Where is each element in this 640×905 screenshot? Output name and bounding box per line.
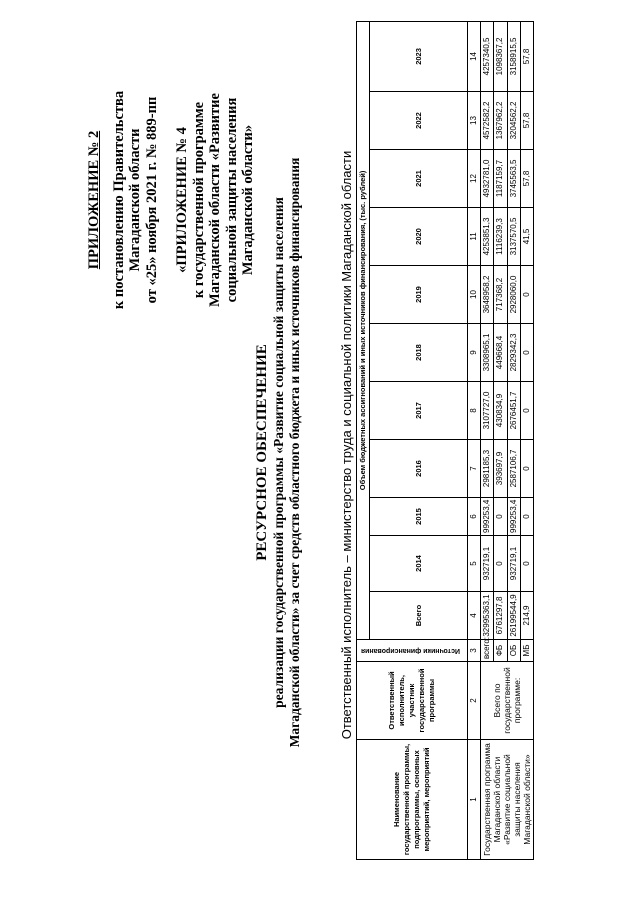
value-cell: 3204562,2 bbox=[507, 92, 520, 150]
value-cell: 0 bbox=[520, 266, 533, 324]
value-cell: 1098367,2 bbox=[494, 21, 507, 91]
value-cell: 4572582,2 bbox=[481, 92, 494, 150]
col-number: 12 bbox=[468, 150, 481, 208]
value-cell: 4253851,3 bbox=[481, 208, 494, 266]
value-cell: 2587106,7 bbox=[507, 440, 520, 498]
value-cell: 57,8 bbox=[520, 92, 533, 150]
col-number: 9 bbox=[468, 324, 481, 382]
value-cell: 717368,2 bbox=[494, 266, 507, 324]
value-cell: 3308965,1 bbox=[481, 324, 494, 382]
source-cell: МБ bbox=[520, 640, 533, 662]
responsible-executor: Ответственный исполнитель – министерство труда и социальной политики Магаданской области bbox=[339, 150, 354, 740]
col-number: 7 bbox=[468, 440, 481, 498]
value-cell: 57,8 bbox=[520, 21, 533, 91]
value-cell: 4257340,5 bbox=[481, 21, 494, 91]
value-cell: 999253,4 bbox=[507, 498, 520, 536]
col-number: 8 bbox=[468, 382, 481, 440]
value-cell: 2981185,3 bbox=[481, 440, 494, 498]
header-year: 2017 bbox=[370, 382, 468, 440]
appendix-number: ПРИЛОЖЕНИЕ № 2 bbox=[86, 130, 102, 270]
appendix-line: социальной защиты населения bbox=[223, 97, 240, 303]
header-year: 2020 bbox=[370, 208, 468, 266]
header-year: 2021 bbox=[370, 150, 468, 208]
header-year: 2018 bbox=[370, 324, 468, 382]
title-subtitle-2: Магаданской области» за счет средств областного бюджета и иных источников финансирования bbox=[287, 157, 302, 748]
value-cell: 0 bbox=[520, 324, 533, 382]
value-cell: 0 bbox=[520, 440, 533, 498]
header-volume: Объем бюджетных ассигнований и иных источников финансирования, (тыс. рублей) bbox=[357, 21, 370, 639]
value-cell: 32995363,1 bbox=[481, 592, 494, 640]
value-cell: 3137570,5 bbox=[507, 208, 520, 266]
title-subtitle-1: реализации государственной программы «Развитие социальной защиты населения bbox=[271, 197, 286, 708]
value-cell: 932719,1 bbox=[481, 536, 494, 592]
value-cell: 430834,9 bbox=[494, 382, 507, 440]
title-heading: РЕСУРСНОЕ ОБЕСПЕЧЕНИЕ bbox=[254, 344, 270, 561]
header-source-label: Источники финансирования bbox=[361, 647, 460, 655]
col-number: 14 bbox=[468, 21, 481, 91]
value-cell: 2829342,3 bbox=[507, 324, 520, 382]
value-cell: 2676451,7 bbox=[507, 382, 520, 440]
value-cell: 3158915,5 bbox=[507, 21, 520, 91]
header-year: 2019 bbox=[370, 266, 468, 324]
value-cell: 3745563,5 bbox=[507, 150, 520, 208]
col-number: 11 bbox=[468, 208, 481, 266]
col-number: 6 bbox=[468, 498, 481, 536]
col-number: 10 bbox=[468, 266, 481, 324]
appendix-line: Магаданской области «Развитие bbox=[207, 93, 223, 307]
value-cell: 1187159,7 bbox=[494, 150, 507, 208]
value-cell: 3648958,2 bbox=[481, 266, 494, 324]
header-year: Всего bbox=[370, 592, 468, 640]
value-cell: 214,9 bbox=[520, 592, 533, 640]
source-cell: ФБ bbox=[494, 640, 507, 662]
value-cell: 0 bbox=[520, 382, 533, 440]
col-number: 2 bbox=[468, 662, 481, 740]
header-name: Наименование государственной программы, подпрограммы, основных мероприятий, мероприятий bbox=[357, 740, 468, 860]
column-number-row bbox=[468, 21, 481, 859]
value-cell: 4932781,0 bbox=[481, 150, 494, 208]
col-number: 3 bbox=[468, 640, 481, 662]
value-cell: 932719,1 bbox=[507, 536, 520, 592]
header-year: 2023 bbox=[370, 21, 468, 91]
header-responsible: Ответственный исполнитель, участник государственной программы bbox=[357, 662, 468, 740]
value-cell: 3107727,0 bbox=[481, 382, 494, 440]
value-cell: 41,5 bbox=[520, 208, 533, 266]
col-number: 5 bbox=[468, 536, 481, 592]
appendix-line: Магаданской области» bbox=[240, 124, 256, 276]
value-cell: 1116239,3 bbox=[494, 208, 507, 266]
header-year: 2016 bbox=[370, 440, 468, 498]
value-cell: 0 bbox=[520, 536, 533, 592]
document-title bbox=[253, 30, 303, 875]
value-cell: 0 bbox=[520, 498, 533, 536]
header-source bbox=[357, 640, 468, 662]
value-cell: 57,8 bbox=[520, 150, 533, 208]
appendix-date: от «25» ноября 2021 г. № 889-пп bbox=[143, 96, 160, 304]
source-cell: ОБ bbox=[507, 640, 520, 662]
program-name: Государственная программа Магаданской области «Развитие социальной защиты населения Магаданской области» bbox=[481, 740, 534, 860]
value-cell: 999253,4 bbox=[481, 498, 494, 536]
appendix-line: Магаданской области bbox=[127, 128, 143, 272]
value-cell: 26199544,9 bbox=[507, 592, 520, 640]
program-responsible: Всего по государственной программе: bbox=[481, 662, 534, 740]
resource-table bbox=[356, 21, 534, 860]
value-cell: 393697,9 bbox=[494, 440, 507, 498]
appendix-line: к государственной программе bbox=[190, 101, 207, 299]
value-cell: 1367962,2 bbox=[494, 92, 507, 150]
value-cell: 6761297,8 bbox=[494, 592, 507, 640]
header-year: 2014 bbox=[370, 536, 468, 592]
value-cell: 0 bbox=[494, 536, 507, 592]
source-cell: всего: bbox=[481, 640, 494, 662]
appendix-line: к постановлению Правительства bbox=[110, 90, 127, 310]
appendix-header bbox=[86, 75, 257, 325]
table-row bbox=[481, 21, 494, 859]
value-cell: 0 bbox=[494, 498, 507, 536]
header-year: 2015 bbox=[370, 498, 468, 536]
col-number: 13 bbox=[468, 92, 481, 150]
col-number: 1 bbox=[468, 740, 481, 860]
value-cell: 2928060,0 bbox=[507, 266, 520, 324]
appendix-old-number: «ПРИЛОЖЕНИЕ № 4 bbox=[174, 127, 190, 273]
col-number: 4 bbox=[468, 592, 481, 640]
value-cell: 449668,4 bbox=[494, 324, 507, 382]
header-year: 2022 bbox=[370, 92, 468, 150]
